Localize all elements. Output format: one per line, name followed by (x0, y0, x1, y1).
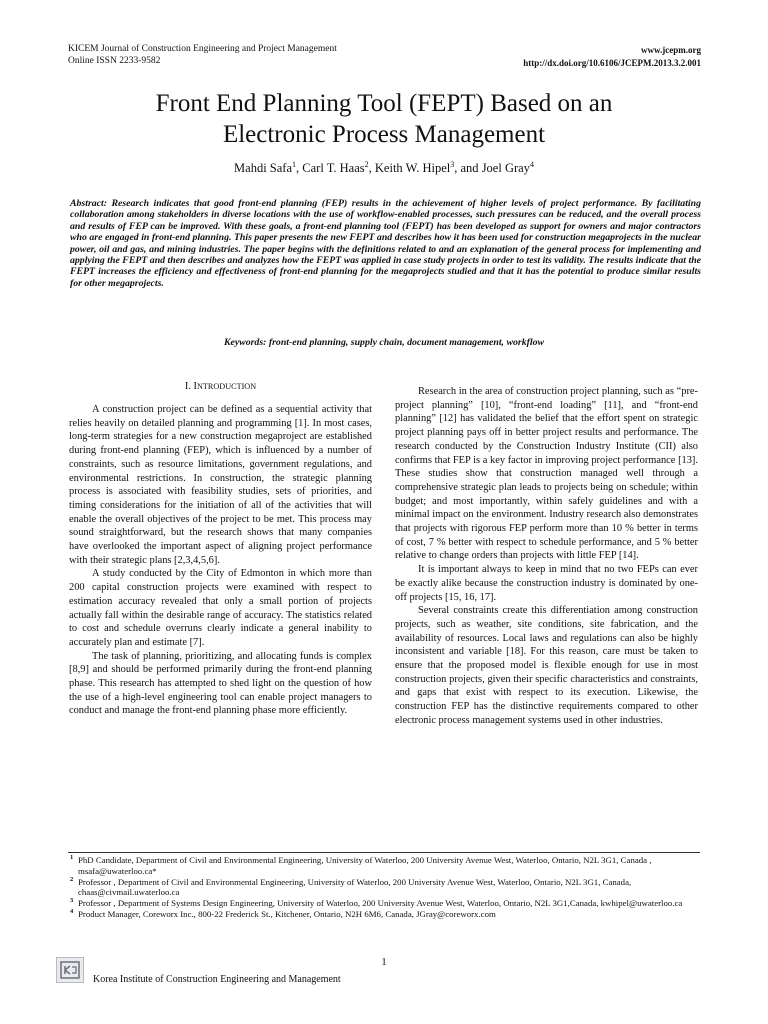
author-affiliation-mark: 3 (450, 160, 455, 169)
body-column-left (69, 403, 372, 718)
footnote (70, 909, 710, 920)
author-list (0, 160, 768, 176)
body-paragraph: It is important always to keep in mind that no two FEPs can ever be exactly alike because the construction industry is dominated by one-off projects [15, 16, 17]. (395, 564, 698, 603)
doi-link[interactable]: http://dx.doi.org/10.6106/JCEPM.2013.3.2.001 (523, 58, 701, 68)
body-paragraph: The task of planning, prioritizing, and allocating funds is complex [8,9] and should be performed primarily during the front-end planning phase. This research has attempted to shed light on the question of how the use of a high-level engineering tool can enable project managers to conduct and manage the front-end planning phase more efficiently. (69, 650, 372, 717)
footnote-mark: 2 (70, 875, 74, 883)
author-affiliation-mark: 4 (529, 160, 534, 169)
author-name: Mahdi Safa (234, 161, 293, 176)
body-column-right (395, 385, 698, 728)
abstract: Abstract: Research indicates that good front-end planning (FEP) results in the achievement of higher levels of project performance. By facilitating collaboration among stakeholders in diverse locations with the use of workflow-enabled processes, such pressures can be reduced, and the overall process and results of FEP can be improved. With these goals, a front-end planning tool (FEPT) has been developed as support for owners and major contractors who are engaged in front-end planning. This paper presents the new FEPT and describes how it has been used for construction megaprojects in the nuclear power, oil and gas, and mining industries. The paper begins with the definitions related to and an explanation of the general process for implementing and applying the FEPT and then describes and analyzes how the FEPT was applied in case study projects in order to test its validity. The results indicate that the FEPT increases the efficiency and effectiveness of front-end planning for the megaprojects studied and that it has the potential to produce similar results for other megaprojects. (70, 198, 701, 289)
author-name: Carl T. Haas (302, 161, 365, 176)
issn-line: Online ISSN 2233-9582 (68, 56, 161, 66)
footnote (70, 877, 710, 899)
journal-name: KICEM Journal of Construction Engineering and Project Management (68, 44, 337, 54)
footnote (70, 855, 710, 877)
title-line-2: Electronic Process Management (222, 121, 546, 148)
body-paragraph: Several constraints create this differentiation among construction projects, such as weather, site conditions, site fabrication, and the availability of resources. Local laws and regulations can also be highly inconsistent and variable [18]. For this reason, care must be taken to ensure that the proposed model is flexible enough for use in most construction projects, given their specific characteristics and constraints, and gaps that exist with respect to its execution. Likewise, the construction FEP has the distinctive requirements compared to other electronic process management systems used in other industries. (395, 605, 698, 726)
section-number: I. (184, 381, 191, 392)
kicem-logo-icon (56, 957, 84, 983)
footnote-text: PhD Candidate, Department of Civil and Environmental Engineering, University of Waterloo, 200 University Avenue West, Waterloo, Ontario, N2L 3G1, Canada , msafa@uwaterloo.ca* (78, 855, 652, 876)
keywords: Keywords: front-end planning, supply chain, document management, workflow (223, 337, 545, 348)
author-separator: , (296, 161, 303, 176)
author-name: Keith W. Hipel (374, 161, 451, 176)
section-title-initial: I (193, 381, 197, 392)
body-paragraph: Research in the area of construction project planning, such as “pre-project planning” [10], “front-end loading” [11], and “front-end planning” [12] has validated the belief that the effort spent on strategic project planning pays off in better project results and performance. The research conducted by the Construction Industry Institute (CII) also confirms that FEP is a key factor in improving project performance [13]. These studies show that construction managed well through a comprehensive strategic plan leads to projects being on schedule; within budget; and most importantly, within safely guidelines and with a minimal impact on the environment. Industry research also demonstrates that projects with rigorous FEP perform more than 10 % better in terms of cost, 7 % better with respect to schedule performance, and 5 % better relative to change orders than projects with little FEP [14]. (395, 386, 698, 562)
footnote-mark: 4 (70, 907, 74, 915)
author-name: Joel Gray (481, 161, 530, 176)
author-affiliation-mark: 2 (364, 160, 369, 169)
footnote-divider (68, 852, 700, 853)
footnotes (70, 855, 710, 920)
paper-title (0, 88, 768, 150)
footnote-text: Professor , Department of Systems Design Engineering, University of Waterloo, 200 University Avenue West, Waterloo, Ontario, N2L 3G1,Canada, kwhipel@uwaterloo.ca (78, 898, 683, 909)
footnote-text: Product Manager, Coreworx Inc., 800-22 Frederick St., Kitchener, Ontario, N2H 6M6, Canada, JGray@coreworx.com (78, 908, 496, 919)
body-paragraph: A study conducted by the City of Edmonton in which more than 200 capital construction projects were examined with respect to estimation accuracy revealed that only a small portion of projects actually fall within the desirable range of accuracy. The statistics related to cost and schedule overruns clearly indicate a general inability to accurately plan and estimate [7]. (69, 568, 372, 648)
body-paragraph: A construction project can be defined as a sequential activity that relies heavily on detailed planning and programming [1]. In most cases, long-term strategies for a new construction megaproject are established during front-end planning (FEP), which is influenced by a number of constraints, such as resource limitations, government regulations, and environmental restrictions. In construction, the strategic planning process is associated with feasibility studies, sets of priorities, and timing considerations for the initiation of all of the activities that will enable the overall objectives of the project to be met. This process may sound straightforward, but the research shows that many companies have overlooked the important aspect of aligning project performance with their strategic plans [2,3,4,5,6]. (69, 404, 372, 566)
author-separator: , and (454, 161, 482, 176)
footnote-mark: 1 (70, 854, 74, 861)
author-separator: , (368, 161, 375, 176)
page-number: 1 (381, 956, 387, 968)
section-heading-introduction (69, 381, 372, 392)
footnote (70, 898, 710, 909)
journal-website-link[interactable]: www.jcepm.org (641, 45, 701, 55)
title-line-1: Front End Planning Tool (FEPT) Based on an (155, 90, 613, 117)
institute-name: Korea Institute of Construction Engineering and Management (93, 974, 341, 985)
author-affiliation-mark: 1 (292, 160, 297, 169)
footnote-mark: 3 (70, 897, 74, 905)
footnote-text: Professor , Department of Civil and Environmental Engineering, University of Waterloo, 200 University Avenue West, Waterloo, Ontario, N2L 3G1, Canada, chaas@civmail.uwaterloo.ca (78, 876, 632, 898)
section-title-rest: NTRODUCTION (197, 382, 257, 391)
